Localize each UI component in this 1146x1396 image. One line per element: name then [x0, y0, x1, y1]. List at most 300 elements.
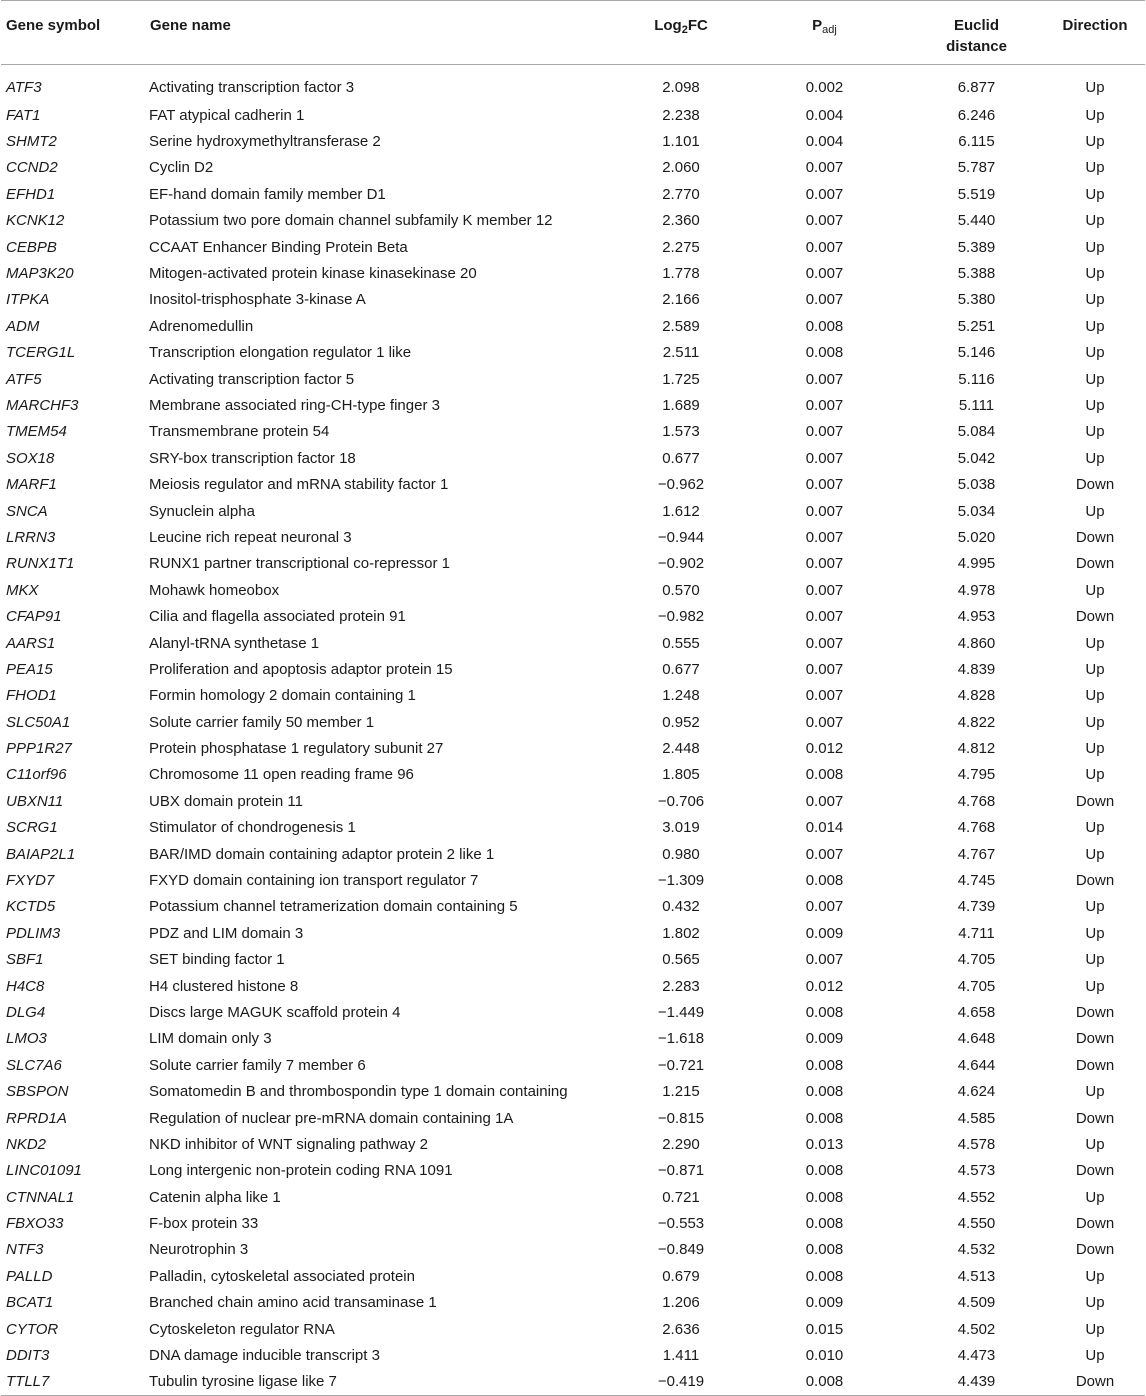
- cell-euclid-distance: 4.995: [957, 555, 996, 573]
- cell-log2fc: 3.019: [662, 819, 700, 837]
- cell-gene-symbol: SCRG1: [6, 819, 58, 837]
- table-row: [1, 472, 1145, 498]
- cell-padj: 0.014: [805, 819, 844, 837]
- cell-gene-name: LIM domain only 3: [149, 1030, 272, 1048]
- table-row: [1, 1237, 1145, 1263]
- cell-gene-name: Inositol-trisphosphate 3-kinase A: [149, 291, 366, 309]
- cell-log2fc: −0.815: [657, 1109, 705, 1127]
- cell-padj: 0.007: [805, 660, 844, 678]
- table-row: [1, 498, 1145, 524]
- cell-direction: Up: [1085, 106, 1105, 124]
- cell-direction: Up: [1085, 265, 1105, 283]
- cell-padj: 0.010: [805, 1347, 844, 1365]
- header-gene-symbol: Gene symbol: [1, 1, 149, 65]
- cell-direction: Up: [1085, 344, 1105, 362]
- cell-log2fc: 2.238: [662, 106, 700, 124]
- cell-log2fc: 2.511: [662, 344, 700, 362]
- cell-padj: 0.007: [805, 555, 844, 573]
- table-row: [1, 393, 1145, 419]
- cell-padj: 0.008: [805, 1162, 844, 1180]
- cell-gene-symbol: LMO3: [6, 1030, 47, 1048]
- cell-gene-symbol: RPRD1A: [6, 1109, 67, 1127]
- cell-euclid-distance: 5.146: [957, 344, 996, 362]
- cell-euclid-distance: 5.111: [958, 396, 995, 414]
- cell-gene-symbol: ADM: [6, 317, 40, 335]
- table-row: [1, 868, 1145, 894]
- cell-gene-name: Cytoskeleton regulator RNA: [149, 1320, 335, 1338]
- cell-gene-name: Tubulin tyrosine ligase like 7: [149, 1369, 621, 1396]
- table-row: [1, 1211, 1145, 1237]
- cell-direction: Up: [1085, 1320, 1105, 1338]
- cell-direction: Up: [1085, 317, 1105, 335]
- cell-euclid-distance: 4.768: [957, 819, 996, 837]
- table-row: [1, 947, 1145, 973]
- table-row: [1, 314, 1145, 340]
- table-row: [1, 155, 1145, 181]
- cell-gene-name: Meiosis regulator and mRNA stability factor 1: [149, 476, 449, 494]
- cell-log2fc: 2.275: [662, 238, 700, 256]
- gene-table: [1, 0, 1145, 1396]
- cell-gene-name: SET binding factor 1: [149, 951, 285, 969]
- cell-direction: Down: [1075, 1162, 1115, 1180]
- table-row: [1, 366, 1145, 392]
- cell-log2fc: 0.555: [662, 634, 700, 652]
- cell-gene-symbol: ITPKA: [6, 291, 50, 309]
- cell-padj: 0.007: [805, 265, 844, 283]
- cell-euclid-distance: 5.116: [958, 370, 995, 388]
- cell-gene-name: Somatomedin B and thrombospondin type 1 domain containing: [149, 1083, 568, 1101]
- header-euclid-line1: Euclid: [953, 17, 999, 34]
- cell-gene-symbol: CYTOR: [6, 1320, 59, 1338]
- cell-padj: 0.007: [805, 159, 844, 177]
- cell-direction: Down: [1075, 1003, 1115, 1021]
- cell-padj: 0.007: [805, 581, 844, 599]
- cell-padj: 0.007: [805, 792, 844, 810]
- table-row: [1, 604, 1145, 630]
- cell-padj: 0.007: [805, 370, 844, 388]
- cell-log2fc: 1.725: [662, 370, 700, 388]
- table-row: [1, 1290, 1145, 1316]
- table-row: [1, 657, 1145, 683]
- cell-gene-symbol: AARS1: [6, 634, 56, 652]
- cell-euclid-distance: 4.550: [957, 1215, 996, 1233]
- cell-gene-name: F-box protein 33: [149, 1215, 259, 1233]
- cell-euclid-distance: 4.839: [957, 660, 996, 678]
- cell-log2fc: −0.982: [657, 608, 705, 626]
- cell-gene-symbol: CEBPB: [6, 238, 57, 256]
- cell-padj: 0.007: [805, 291, 844, 309]
- table-row: [1, 1105, 1145, 1131]
- table-row: [1, 1316, 1145, 1342]
- cell-log2fc: 1.778: [662, 265, 700, 283]
- cell-direction: Up: [1085, 133, 1105, 151]
- cell-log2fc: −0.962: [657, 476, 705, 494]
- cell-direction: Up: [1085, 1347, 1105, 1365]
- cell-direction: Up: [1085, 819, 1105, 837]
- cell-padj: 0.004: [805, 106, 844, 124]
- table-row: [1, 551, 1145, 577]
- cell-gene-symbol: MKX: [6, 581, 39, 599]
- cell-padj: 0.007: [805, 951, 844, 969]
- cell-euclid-distance: 4.502: [957, 1320, 996, 1338]
- cell-direction: Up: [1085, 634, 1105, 652]
- table-row: [1, 1026, 1145, 1052]
- cell-direction: Up: [1085, 1267, 1105, 1285]
- cell-padj: 0.002: [805, 79, 844, 97]
- table-row: [1, 261, 1145, 287]
- cell-log2fc: 1.215: [662, 1083, 700, 1101]
- cell-gene-symbol: LRRN3: [6, 528, 56, 546]
- cell-padj: 0.007: [805, 185, 844, 203]
- cell-direction: Up: [1085, 713, 1105, 731]
- cell-padj: 0.007: [805, 713, 844, 731]
- table-row: [1, 340, 1145, 366]
- cell-padj: 0.008: [805, 317, 844, 335]
- table-row: [1, 815, 1145, 841]
- cell-log2fc: −0.721: [657, 1056, 705, 1074]
- cell-gene-name: Synuclein alpha: [149, 502, 255, 520]
- cell-direction: Up: [1085, 740, 1105, 758]
- cell-gene-name: BAR/IMD domain containing adaptor protein 2 like 1: [149, 845, 495, 863]
- header-padj: [741, 1, 908, 65]
- cell-gene-name: DNA damage inducible transcript 3: [149, 1347, 380, 1365]
- cell-log2fc: 0.980: [662, 845, 700, 863]
- cell-log2fc: −0.553: [657, 1215, 705, 1233]
- cell-log2fc: 0.677: [662, 660, 700, 678]
- cell-euclid-distance: 4.768: [957, 792, 996, 810]
- cell-log2fc: −1.449: [657, 1003, 705, 1021]
- cell-gene-symbol: CCND2: [6, 159, 58, 177]
- cell-gene-symbol: TTLL7: [1, 1369, 149, 1396]
- cell-euclid-distance: 5.251: [957, 317, 996, 335]
- cell-gene-name: Palladin, cytoskeletal associated protein: [149, 1267, 415, 1285]
- cell-log2fc: 1.206: [662, 1294, 700, 1312]
- cell-log2fc: 1.802: [662, 924, 700, 942]
- cell-padj: 0.007: [805, 476, 844, 494]
- cell-gene-symbol: SBSPON: [6, 1083, 69, 1101]
- cell-euclid-distance: 4.711: [958, 924, 995, 942]
- cell-gene-name: SRY-box transcription factor 18: [149, 449, 356, 467]
- cell-direction: Up: [1085, 1135, 1105, 1153]
- cell-gene-name: Mohawk homeobox: [149, 581, 280, 599]
- table-row: [1, 578, 1145, 604]
- table-row: [1, 1053, 1145, 1079]
- cell-gene-symbol: FBXO33: [6, 1215, 64, 1233]
- cell-euclid-distance: 4.624: [957, 1083, 996, 1101]
- cell-direction: Down: [1075, 528, 1115, 546]
- cell-gene-name: Leucine rich repeat neuronal 3: [149, 528, 352, 546]
- cell-gene-symbol: BCAT1: [6, 1294, 54, 1312]
- cell-euclid-distance: 4.812: [957, 740, 996, 758]
- cell-gene-name: NKD inhibitor of WNT signaling pathway 2: [149, 1135, 429, 1153]
- cell-euclid-distance: 4.439: [908, 1369, 1045, 1396]
- cell-gene-name: CCAAT Enhancer Binding Protein Beta: [149, 238, 408, 256]
- cell-gene-symbol: DDIT3: [6, 1347, 50, 1365]
- cell-gene-symbol: FAT1: [6, 106, 41, 124]
- cell-log2fc: 2.636: [662, 1320, 700, 1338]
- cell-padj: 0.008: [805, 1188, 844, 1206]
- cell-log2fc: −0.902: [657, 555, 705, 573]
- cell-direction: Up: [1085, 423, 1105, 441]
- cell-padj: 0.007: [805, 687, 844, 705]
- cell-log2fc: 1.689: [662, 396, 700, 414]
- cell-gene-symbol: FHOD1: [6, 687, 57, 705]
- table-row: [1, 182, 1145, 208]
- cell-gene-name: Regulation of nuclear pre-mRNA domain containing 1A: [149, 1109, 514, 1127]
- cell-euclid-distance: 5.034: [957, 502, 996, 520]
- table-row: [1, 446, 1145, 472]
- cell-gene-symbol: CTNNAL1: [6, 1188, 75, 1206]
- cell-log2fc: 2.283: [662, 977, 700, 995]
- header-euclid-line2: distance: [946, 38, 1007, 55]
- cell-euclid-distance: 5.389: [957, 238, 996, 256]
- cell-direction: Up: [1085, 898, 1105, 916]
- cell-gene-name: Activating transcription factor 5: [149, 370, 355, 388]
- cell-euclid-distance: 4.473: [957, 1347, 996, 1365]
- cell-euclid-distance: 6.877: [957, 79, 996, 97]
- cell-direction: Up: [1085, 396, 1105, 414]
- table-row: [1, 525, 1145, 551]
- cell-gene-symbol: PDLIM3: [6, 924, 61, 942]
- cell-euclid-distance: 5.787: [957, 159, 996, 177]
- cell-log2fc: 0.432: [662, 898, 700, 916]
- cell-euclid-distance: 6.115: [958, 133, 995, 151]
- table-row: [1, 129, 1145, 155]
- header-euclid-distance: [908, 1, 1045, 65]
- cell-gene-symbol: CFAP91: [6, 608, 62, 626]
- cell-gene-symbol: SHMT2: [6, 133, 57, 151]
- cell-gene-name: UBX domain protein 11: [149, 792, 303, 810]
- table-row: [1, 1079, 1145, 1105]
- cell-padj: 0.008: [805, 1267, 844, 1285]
- cell-gene-symbol: C11orf96: [6, 766, 67, 784]
- table-row: [1, 1343, 1145, 1369]
- cell-padj: 0.015: [805, 1320, 844, 1338]
- cell-direction: Down: [1075, 1056, 1115, 1074]
- cell-log2fc: 0.570: [662, 581, 700, 599]
- cell-padj: 0.008: [741, 1369, 908, 1396]
- cell-gene-symbol: SOX18: [6, 449, 55, 467]
- cell-euclid-distance: 4.532: [957, 1241, 996, 1259]
- cell-log2fc: −0.706: [657, 792, 705, 810]
- cell-gene-name: Transcription elongation regulator 1 like: [149, 344, 412, 362]
- cell-direction: Up: [1085, 951, 1105, 969]
- table-row: [1, 1000, 1145, 1026]
- cell-euclid-distance: 4.828: [957, 687, 996, 705]
- cell-direction: Up: [1085, 502, 1105, 520]
- cell-gene-symbol: SBF1: [6, 951, 44, 969]
- cell-padj: 0.007: [805, 898, 844, 916]
- cell-gene-symbol: TMEM54: [6, 423, 67, 441]
- cell-padj: 0.007: [805, 212, 844, 230]
- cell-gene-symbol: PPP1R27: [6, 740, 72, 758]
- cell-gene-symbol: BAIAP2L1: [6, 845, 76, 863]
- cell-padj: 0.009: [805, 1030, 844, 1048]
- cell-gene-name: Alanyl-tRNA synthetase 1: [149, 634, 320, 652]
- cell-log2fc: 1.248: [662, 687, 700, 705]
- cell-gene-symbol: ATF5: [6, 370, 42, 388]
- cell-euclid-distance: 5.380: [957, 291, 996, 309]
- table-row: [1, 630, 1145, 656]
- cell-direction: Down: [1045, 1369, 1145, 1396]
- cell-direction: Up: [1085, 1294, 1105, 1312]
- cell-gene-symbol: LINC01091: [6, 1162, 82, 1180]
- cell-euclid-distance: 5.388: [957, 265, 996, 283]
- cell-direction: Up: [1085, 924, 1105, 942]
- table-row: [1, 841, 1145, 867]
- table-row: [1, 1264, 1145, 1290]
- cell-direction: Down: [1075, 1241, 1115, 1259]
- cell-padj: 0.007: [805, 608, 844, 626]
- cell-euclid-distance: 5.042: [957, 449, 996, 467]
- table-row: [1, 419, 1145, 445]
- cell-direction: Up: [1085, 1188, 1105, 1206]
- cell-gene-name: H4 clustered histone 8: [149, 977, 299, 995]
- cell-euclid-distance: 4.795: [957, 766, 996, 784]
- cell-padj: 0.007: [805, 396, 844, 414]
- cell-gene-name: PDZ and LIM domain 3: [149, 924, 304, 942]
- cell-gene-name: Neurotrophin 3: [149, 1241, 249, 1259]
- cell-direction: Up: [1085, 212, 1105, 230]
- cell-gene-name: Stimulator of chondrogenesis 1: [149, 819, 356, 837]
- cell-gene-name: Discs large MAGUK scaffold protein 4: [149, 1003, 401, 1021]
- cell-gene-name: FXYD domain containing ion transport regulator 7: [149, 872, 479, 890]
- cell-log2fc: 2.770: [662, 185, 700, 203]
- cell-gene-name: Potassium channel tetramerization domain containing 5: [149, 898, 518, 916]
- table-row: [1, 103, 1145, 129]
- cell-gene-symbol: MAP3K20: [6, 265, 74, 283]
- cell-log2fc: 0.565: [662, 951, 700, 969]
- cell-gene-symbol: KCTD5: [6, 898, 56, 916]
- cell-gene-name: Membrane associated ring-CH-type finger 3: [149, 396, 440, 414]
- cell-euclid-distance: 4.578: [957, 1135, 996, 1153]
- cell-direction: Up: [1085, 449, 1105, 467]
- table-row: [1, 736, 1145, 762]
- cell-gene-symbol: PEA15: [6, 660, 53, 678]
- cell-gene-symbol: NTF3: [6, 1241, 44, 1259]
- table-row: [1, 789, 1145, 815]
- cell-gene-name: FAT atypical cadherin 1: [149, 106, 305, 124]
- cell-direction: Up: [1085, 185, 1105, 203]
- cell-padj: 0.007: [805, 423, 844, 441]
- cell-direction: Up: [1085, 977, 1105, 995]
- cell-gene-symbol: EFHD1: [6, 185, 56, 203]
- cell-euclid-distance: 4.648: [957, 1030, 996, 1048]
- table-row: [1, 1185, 1145, 1211]
- cell-log2fc: 1.101: [662, 133, 700, 151]
- cell-gene-symbol: NKD2: [6, 1135, 47, 1153]
- header-log2fc-tail: FC: [687, 17, 708, 34]
- table-row: [1, 973, 1145, 999]
- table-row: [1, 683, 1145, 709]
- cell-padj: 0.013: [805, 1135, 844, 1153]
- cell-gene-symbol: SNCA: [6, 502, 48, 520]
- cell-euclid-distance: 4.739: [957, 898, 996, 916]
- cell-gene-name: EF-hand domain family member D1: [149, 185, 386, 203]
- cell-log2fc: 2.290: [662, 1135, 700, 1153]
- header-gene-name: Gene name: [149, 1, 621, 65]
- cell-gene-name: Adrenomedullin: [149, 317, 254, 335]
- cell-direction: Up: [1085, 291, 1105, 309]
- table-row: [1, 921, 1145, 947]
- cell-log2fc: −1.618: [657, 1030, 705, 1048]
- cell-log2fc: 0.679: [662, 1267, 700, 1285]
- cell-euclid-distance: 4.767: [957, 845, 996, 863]
- cell-direction: Up: [1085, 159, 1105, 177]
- cell-log2fc: 2.060: [662, 159, 700, 177]
- cell-gene-symbol: KCNK12: [6, 212, 65, 230]
- cell-euclid-distance: 5.519: [957, 185, 996, 203]
- cell-gene-name: Activating transcription factor 3: [149, 79, 355, 97]
- cell-gene-name: Cilia and flagella associated protein 91: [149, 608, 406, 626]
- cell-log2fc: −0.871: [657, 1162, 705, 1180]
- cell-direction: Up: [1085, 79, 1105, 97]
- cell-gene-name: RUNX1 partner transcriptional co-repressor 1: [149, 555, 450, 573]
- cell-direction: Down: [1075, 872, 1115, 890]
- cell-euclid-distance: 4.658: [957, 1003, 996, 1021]
- cell-direction: Down: [1075, 1215, 1115, 1233]
- cell-euclid-distance: 4.585: [957, 1109, 996, 1127]
- cell-gene-name: Cyclin D2: [149, 159, 214, 177]
- cell-gene-symbol: SLC50A1: [6, 713, 71, 731]
- cell-log2fc: 2.166: [662, 291, 700, 309]
- table-row: [1, 287, 1145, 313]
- table-header: [1, 1, 1145, 65]
- cell-euclid-distance: 4.509: [957, 1294, 996, 1312]
- cell-padj: 0.007: [805, 238, 844, 256]
- cell-log2fc: 2.589: [662, 317, 700, 335]
- cell-gene-symbol: ATF3: [6, 79, 42, 97]
- cell-log2fc: 1.805: [662, 766, 700, 784]
- cell-direction: Down: [1075, 555, 1115, 573]
- cell-padj: 0.007: [805, 449, 844, 467]
- cell-euclid-distance: 6.246: [957, 106, 996, 124]
- table-row: [1, 762, 1145, 788]
- header-log2fc: [621, 1, 741, 65]
- cell-gene-name: Long intergenic non-protein coding RNA 1091: [149, 1162, 453, 1180]
- cell-log2fc: 1.612: [662, 502, 700, 520]
- table-row: [1, 208, 1145, 234]
- cell-euclid-distance: 4.644: [957, 1056, 996, 1074]
- cell-euclid-distance: 4.978: [957, 581, 996, 599]
- cell-direction: Down: [1075, 1109, 1115, 1127]
- cell-log2fc: −0.849: [657, 1241, 705, 1259]
- table-row: [1, 894, 1145, 920]
- cell-gene-symbol: DLG4: [6, 1003, 46, 1021]
- cell-euclid-distance: 4.822: [957, 713, 996, 731]
- cell-gene-symbol: PALLD: [6, 1267, 53, 1285]
- cell-gene-name: Solute carrier family 50 member 1: [149, 713, 375, 731]
- header-direction: Direction: [1045, 1, 1145, 65]
- cell-gene-name: Transmembrane protein 54: [149, 423, 330, 441]
- cell-direction: Down: [1075, 608, 1115, 626]
- cell-euclid-distance: 4.705: [957, 977, 996, 995]
- cell-gene-symbol: FXYD7: [6, 872, 55, 890]
- cell-log2fc: 1.411: [662, 1347, 700, 1365]
- cell-euclid-distance: 4.953: [957, 608, 996, 626]
- cell-gene-name: Solute carrier family 7 member 6: [149, 1056, 366, 1074]
- cell-direction: Down: [1075, 1030, 1115, 1048]
- cell-padj: 0.004: [805, 133, 844, 151]
- cell-gene-symbol: TCERG1L: [6, 344, 76, 362]
- cell-gene-name: Chromosome 11 open reading frame 96: [149, 766, 414, 784]
- table-row: [1, 1158, 1145, 1184]
- cell-direction: Up: [1085, 660, 1105, 678]
- cell-gene-name: Formin homology 2 domain containing 1: [149, 687, 416, 705]
- cell-log2fc: −0.944: [657, 528, 705, 546]
- cell-log2fc: 2.360: [662, 212, 700, 230]
- cell-padj: 0.008: [805, 1056, 844, 1074]
